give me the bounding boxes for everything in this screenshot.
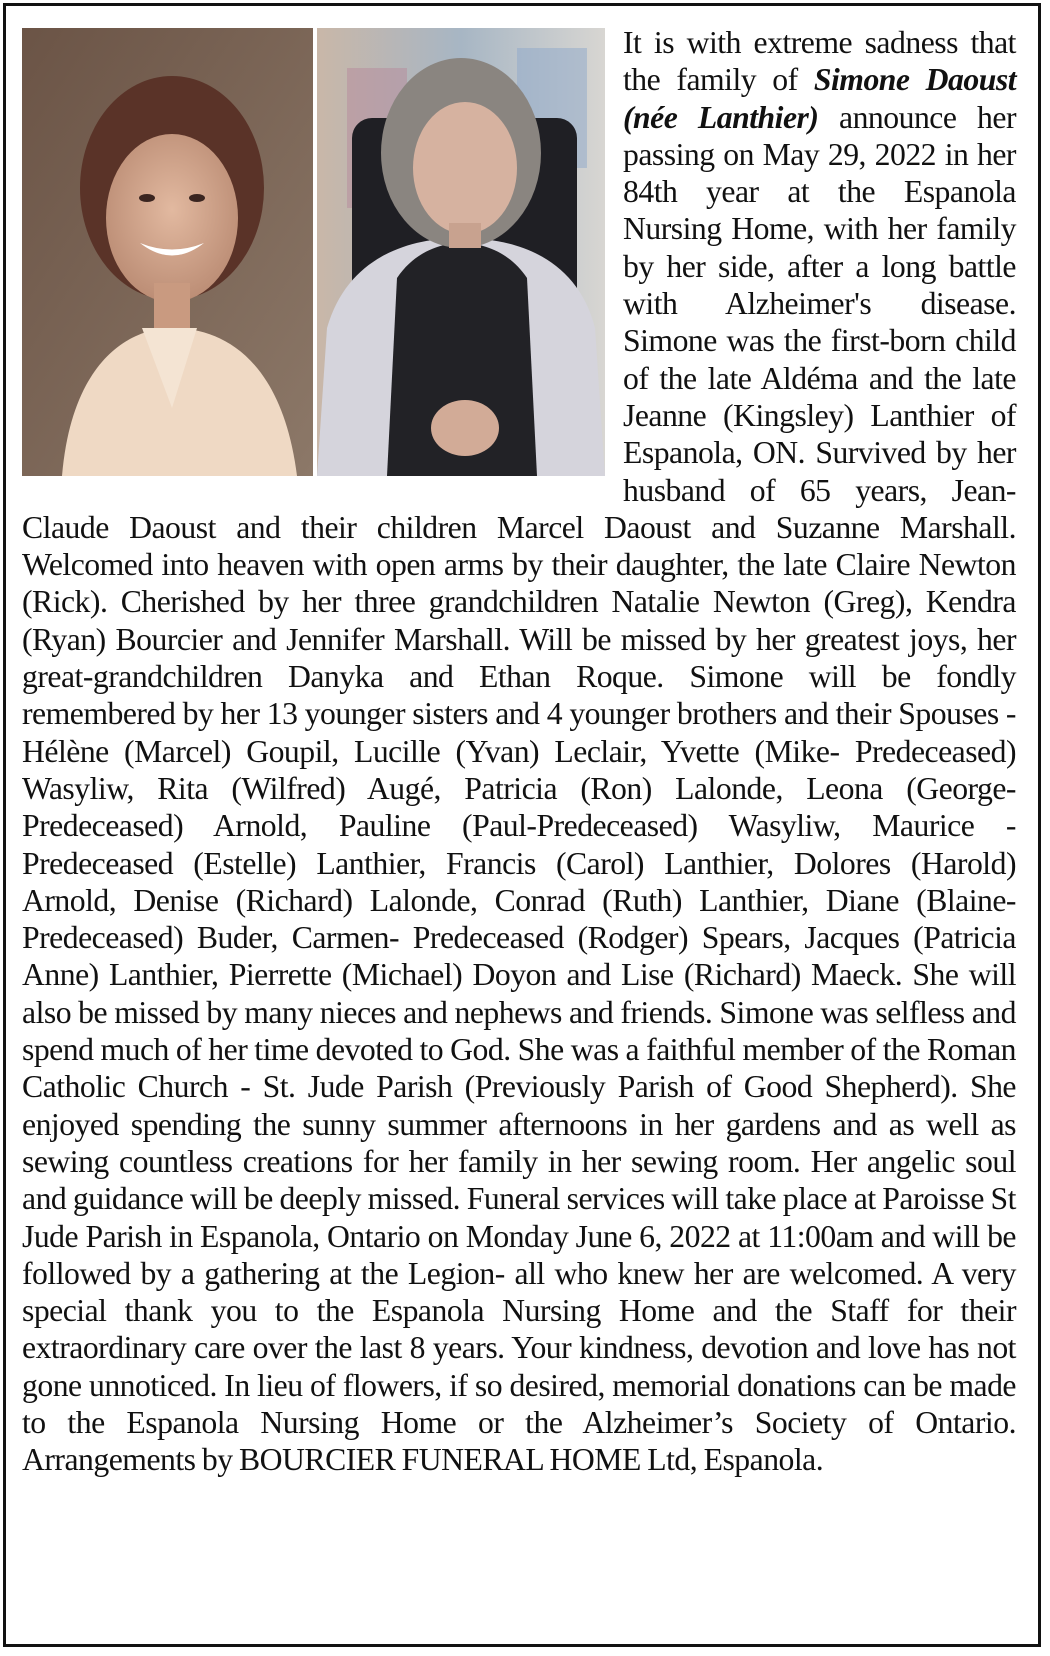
obituary-main-text: announce her passing on May 29, 2022 in her 84th year at the Espanola Nursing Home, with her family by her side, after a long battle with Alzheimer's disease. Simone was the first-born child of the late Aldéma and the late Jeanne (Kingsley) Lanthier of Espanola, ON. Survived by her husband of 65 years, Jean-Claude Daoust and their children Marcel Daoust and Suzanne Marshall. Welcomed into heaven with open arms by their daughter, the late Claire Newton (Rick). Cherished by her three grandchildren Natalie Newton (Greg), Kendra (Ryan) Bourcier and Jennifer Marshall. Will be missed by her greatest joys, her great-grandchildren Danyka and Ethan Roque. Simone will be fondly remembered by her 13 younger sisters and 4 younger brothers and their Spouses - Hélène (Marcel) Goupil, Lucille (Yvan) Leclair, Yvette (Mike- Predeceased) Wasyliw, Rita (Wilfred) Augé, Patricia (Ron) Lalonde, Leona (George- Predeceased) Arnold, Pauline (Paul-Predeceased) Wasyliw, Maurice - Predeceased (Estelle) Lanthier, Francis (Carol) Lanthier, Dolores (Harold) Arnold, Denise (Richard) Lalonde, Conrad (Ruth) Lanthier, Diane (Blaine-Predeceased) Buder, Carmen- Predeceased (Rodger) Spears, Jacques (Patricia Anne) Lanthier, Pierrette (Michael) Doyon and Lise (Richard) Maeck. She will also be missed by many nieces and nephews and friends. Simone was selfless and spend much of her time devoted to God. She was a faithful member of the Roman Catholic Church - St. Jude Parish (Previously Parish of Good Shepherd). She enjoyed spending the sunny summer afternoons in her gardens and as well as sewing countless creations for her family in her sewing room. Her angelic soul and guidance will be deeply missed. Funeral services will take place at Paroisse St Jude Parish in Espanola, Ontario on Monday June 6, 2022 at 11:00am and will be followed by a gathering at the Legion- all who knew her are welcomed. A very special thank you to the Espanola Nursing Home and the Staff for their extraordinary care over the last 8 years. Your kindness, devotion and love has not gone unnoticed. In lieu of flowers, if so desired, memorial donations can be made to the Espanola Nursing Home or the Alzheimer’s Society of Ontario. Arrangements by BOURCIER FUNERAL HOME Ltd, Espanola.	[22, 99, 1017, 1478]
obituary-intro: It is with extreme sadness that the family of	[623, 25, 1016, 98]
photo-portrait-older	[317, 28, 605, 476]
photo-portrait-younger	[22, 28, 313, 476]
photo-group	[22, 24, 605, 476]
obituary-body	[22, 24, 1016, 1479]
deceased-name: Simone Daoust (née Lanthier)	[623, 62, 1016, 135]
